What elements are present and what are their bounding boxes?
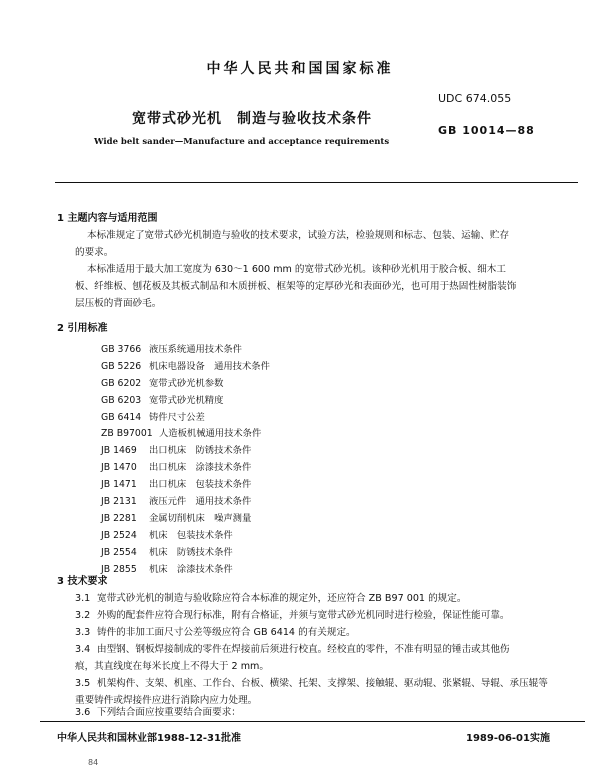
reference-code: GB 5226 bbox=[101, 361, 142, 372]
clause-number: 3.5 bbox=[75, 678, 91, 689]
clause-text: 由型钢、钢板焊接制成的零件在焊接前后须进行校直。经校直的零件，不准有明显的锤击或其他伤 bbox=[97, 644, 510, 655]
udc-number: UDC 674.055 bbox=[438, 92, 512, 105]
reference-code: GB 6414 bbox=[101, 412, 142, 423]
clause-text: 铸件的非加工面尺寸公差等级应符合 GB 6414 的有关规定。 bbox=[97, 627, 356, 638]
reference-title: 宽带式砂光机精度 bbox=[149, 395, 224, 406]
approval-line: 中华人民共和国林业部1988-12-31批准 bbox=[57, 733, 241, 744]
reference-item bbox=[101, 358, 270, 372]
gb-number: GB 10014—88 bbox=[438, 124, 535, 137]
clause-text: 宽带式砂光机的制造与验收除应符合本标准的规定外，还应符合 ZB B97 001 的规定。 bbox=[97, 593, 467, 604]
reference-title: 出口机床 包装技术条件 bbox=[149, 479, 252, 490]
clause-3-3 bbox=[75, 624, 356, 641]
reference-title: 铸件尺寸公差 bbox=[149, 412, 205, 423]
document-title: 宽带式砂光机 制造与验收技术条件 bbox=[132, 111, 372, 127]
clause-number: 3.4 bbox=[75, 644, 91, 655]
reference-item bbox=[101, 561, 233, 575]
reference-item bbox=[101, 392, 223, 406]
reference-item bbox=[101, 510, 251, 524]
reference-title: 机床 涂漆技术条件 bbox=[149, 564, 233, 575]
reference-title: 液压系统通用技术条件 bbox=[149, 344, 242, 355]
reference-title: 人造板机械通用技术条件 bbox=[159, 428, 262, 439]
document-title-english: Wide belt sander—Manufacture and acceptance requirements bbox=[94, 137, 390, 147]
clause-number: 3.1 bbox=[75, 593, 91, 604]
reference-title: 出口机床 防锈技术条件 bbox=[149, 445, 252, 456]
reference-code: GB 6203 bbox=[101, 395, 142, 406]
reference-code: JB 2554 bbox=[101, 547, 137, 558]
clause-text: 下列结合面应按重要结合面要求： bbox=[97, 707, 241, 718]
section-1-para-2-line-3: 层压板的背面砂毛。 bbox=[75, 298, 162, 309]
implementation-date: 1989-06-01实施 bbox=[466, 733, 550, 744]
reference-code: JB 2131 bbox=[101, 496, 137, 507]
reference-item bbox=[101, 476, 251, 490]
reference-item bbox=[101, 375, 223, 389]
reference-code: JB 2524 bbox=[101, 530, 137, 541]
section-1-para-1-line-1: 本标准规定了宽带式砂光机制造与验收的技术要求，试验方法，检验规则和标志、包装、运输、贮存 bbox=[87, 230, 510, 241]
reference-code: GB 6202 bbox=[101, 378, 142, 389]
clause-3-4 bbox=[75, 641, 510, 658]
reference-item bbox=[101, 425, 261, 439]
reference-code: ZB B97001 bbox=[101, 428, 153, 439]
reference-code: JB 1470 bbox=[101, 462, 137, 473]
reference-title: 机床 包装技术条件 bbox=[149, 530, 233, 541]
standard-header-org: 中华人民共和国国家标准 bbox=[206, 61, 394, 77]
reference-item bbox=[101, 459, 251, 473]
clause-text: 外购的配套件应符合现行标准，附有合格证，并须与宽带式砂光机同时进行检验，保证性能可靠。 bbox=[97, 610, 510, 621]
reference-item bbox=[101, 493, 251, 507]
section-1-para-2-line-2: 板、纤维板、刨花板及其板式制品和木质拼板、框架等的定厚砂光和表面砂光，也可用于热固性树脂装饰 bbox=[75, 281, 517, 292]
clause-3-5 bbox=[75, 675, 548, 692]
section-1-para-2-line-1: 本标准适用于最大加工宽度为 630～1 600 mm 的宽带式砂光机。该种砂光机用于胶合板、细木工 bbox=[87, 264, 506, 275]
reference-code: JB 2855 bbox=[101, 564, 137, 575]
reference-item bbox=[101, 527, 233, 541]
clause-3-4-cont: 痕，其直线度在每米长度上不得大于 2 mm。 bbox=[75, 661, 269, 672]
clause-number: 3.3 bbox=[75, 627, 91, 638]
clause-3-5-cont: 重要铸件或焊接件应进行消除内应力处理。 bbox=[75, 695, 258, 706]
reference-code: JB 1469 bbox=[101, 445, 137, 456]
reference-title: 出口机床 涂漆技术条件 bbox=[149, 462, 252, 473]
reference-title: 金属切削机床 噪声测量 bbox=[149, 513, 252, 524]
reference-item bbox=[101, 442, 251, 456]
clause-3-2 bbox=[75, 607, 510, 624]
page-number: 84 bbox=[88, 758, 99, 767]
clause-number: 3.6 bbox=[75, 707, 91, 718]
section-1-para-1-line-2: 的要求。 bbox=[75, 247, 114, 258]
reference-title: 机床电器设备 通用技术条件 bbox=[149, 361, 270, 372]
reference-code: JB 2281 bbox=[101, 513, 137, 524]
reference-code: JB 1471 bbox=[101, 479, 137, 490]
clause-3-1 bbox=[75, 590, 466, 607]
section-3-heading: 3 技术要求 bbox=[57, 576, 108, 587]
reference-title: 机床 防锈技术条件 bbox=[149, 547, 233, 558]
reference-title: 宽带式砂光机参数 bbox=[149, 378, 224, 389]
clause-text: 机架构件、支架、机座、工作台、台板、横梁、托架、支撑架、接触辊、驱动辊、张紧辊、导辊、承压辊等 bbox=[97, 678, 548, 689]
section-2-heading: 2 引用标准 bbox=[57, 323, 108, 334]
clause-3-6 bbox=[75, 704, 241, 721]
reference-title: 液压元件 通用技术条件 bbox=[149, 496, 252, 507]
footer-divider bbox=[40, 721, 585, 722]
reference-item bbox=[101, 341, 242, 355]
reference-item bbox=[101, 409, 205, 423]
header-divider bbox=[55, 182, 578, 183]
reference-item bbox=[101, 544, 233, 558]
clause-number: 3.2 bbox=[75, 610, 91, 621]
reference-code: GB 3766 bbox=[101, 344, 142, 355]
section-1-heading: 1 主题内容与适用范围 bbox=[57, 213, 158, 224]
